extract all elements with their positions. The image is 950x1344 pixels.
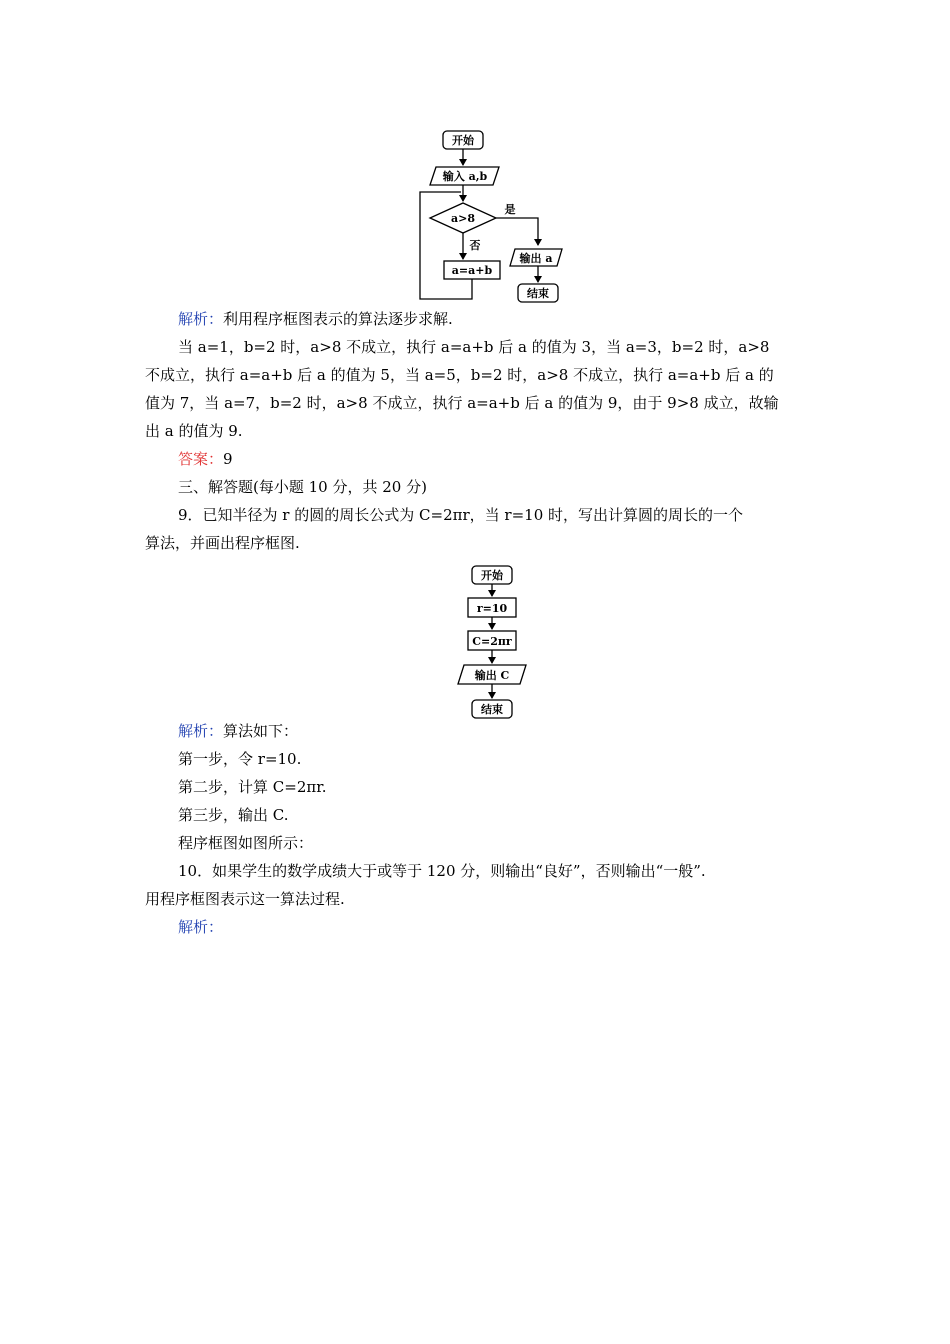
fc1-condition-text: a>8	[451, 212, 475, 225]
fc1-start-text: 开始	[452, 134, 474, 147]
analysis1-line: 出 a 的值为 9.	[145, 422, 243, 440]
fc1-end-text: 结束	[527, 287, 549, 300]
question-10: 10．如果学生的数学成绩大于或等于 120 分，则输出“良好”，否则输出“一般”.	[178, 862, 706, 880]
section-heading: 三、解答题(每小题 10 分，共 20 分)	[178, 478, 427, 496]
answer: 答案：9	[178, 450, 233, 468]
fc1-input-text: 输入 a,b	[442, 170, 488, 183]
fc2-start-text: 开始	[481, 569, 503, 582]
fc1-output-text: 输出 a	[519, 252, 553, 265]
question-9-cont: 算法，并画出程序框图.	[145, 534, 300, 552]
flowchart-2	[440, 560, 540, 725]
analysis1-line: 值为 7，当 a=7，b=2 时，a>8 不成立，执行 a=a+b 后 a 的值为 9，由于 9>8 成立，故输	[145, 394, 779, 412]
question-10-cont: 用程序框图表示这一算法过程.	[145, 890, 345, 908]
analysis2-step: 第二步，计算 C=2πr.	[178, 778, 327, 796]
fc1-no-label: 否	[469, 239, 481, 252]
flowchart-1	[405, 125, 575, 305]
analysis2-intro: 解析：算法如下：	[178, 722, 299, 740]
analysis1-line: 不成立，执行 a=a+b 后 a 的值为 5，当 a=5，b=2 时，a>8 不成立，执行 a=a+b 后 a 的	[145, 366, 774, 384]
fc2-assign-text: r=10	[476, 602, 508, 615]
analysis2-outro: 程序框图如图所示：	[178, 834, 314, 852]
fc2-compute-text: C=2πr	[472, 635, 512, 648]
analysis3-label: 解析：	[178, 918, 224, 936]
analysis1-intro: 解析：利用程序框图表示的算法逐步求解.	[178, 310, 453, 328]
analysis1-line: 当 a=1，b=2 时，a>8 不成立，执行 a=a+b 后 a 的值为 3，当 a=3，b=2 时，a>8	[178, 338, 770, 356]
fc2-end-text: 结束	[481, 703, 503, 716]
fc1-yes-label: 是	[504, 203, 516, 216]
fc1-process-text: a=a+b	[451, 264, 493, 277]
question-9: 9．已知半径为 r 的圆的周长公式为 C=2πr，当 r=10 时，写出计算圆的周长的一个	[178, 506, 744, 524]
analysis2-step: 第三步，输出 C.	[178, 806, 289, 824]
analysis2-step: 第一步，令 r=10.	[178, 750, 302, 768]
fc2-output-text: 输出 C	[474, 669, 510, 682]
